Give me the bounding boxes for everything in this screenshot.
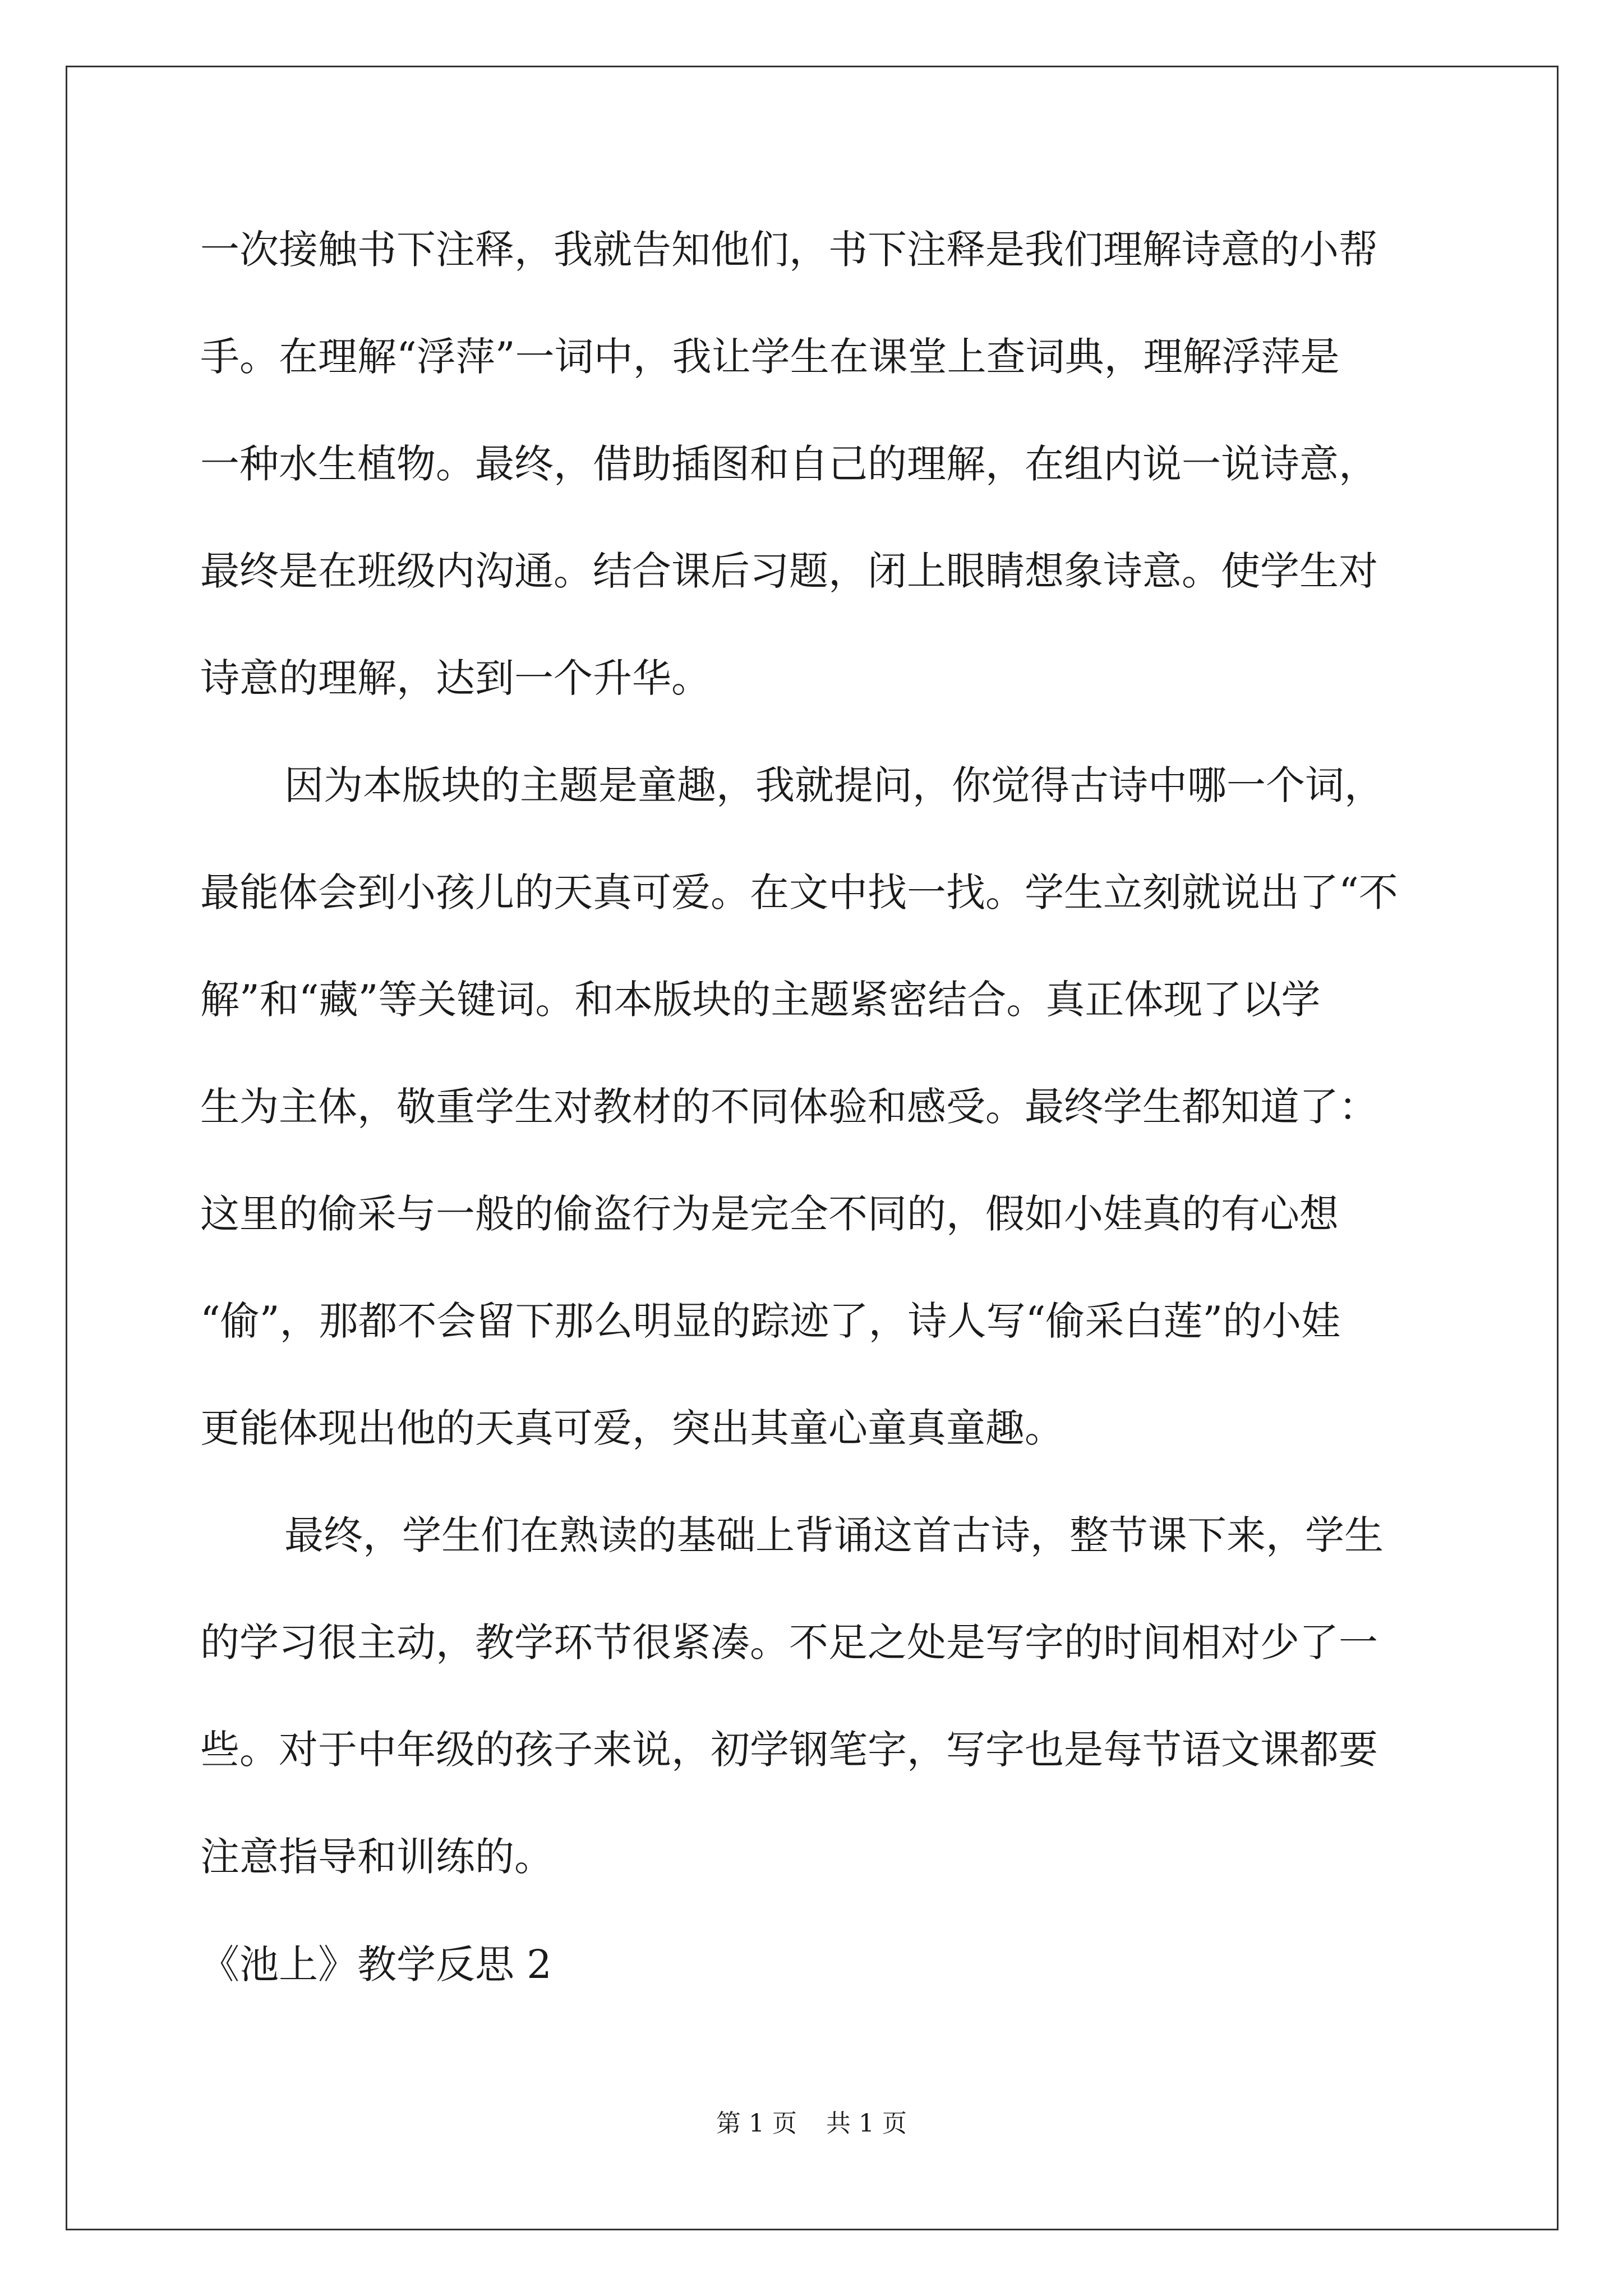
text-line: 生为主体，敬重学生对教材的不同体验和感受。最终学生都知道了：: [200, 1084, 1378, 1130]
text-line: 些。对于中年级的孩子来说，初学钢笔字，写字也是每节语文课都要: [200, 1727, 1378, 1773]
text-line: 更能体现出他的天真可爱，突出其童心童真童趣。: [200, 1405, 1064, 1451]
page-total: 共 1 页: [826, 2109, 907, 2138]
text-line: “偷”，那都不会留下那么明显的踪迹了，诗人写“偷采白莲”的小娃: [200, 1298, 1341, 1344]
section-heading: 《池上》教学反思 2: [200, 1941, 552, 1987]
text-line: 一次接触书下注释，我就告知他们，书下注释是我们理解诗意的小帮: [200, 227, 1378, 273]
text-line: 解”和“藏”等关键词。和本版块的主题紧密结合。真正体现了以学: [200, 977, 1321, 1023]
text-line: 一种水生植物。最终，借助插图和自己的理解，在组内说一说诗意，: [200, 441, 1378, 487]
text-line: 最终是在班级内沟通。结合课后习题，闭上眼睛想象诗意。使学生对: [200, 548, 1378, 594]
text-line: 手。在理解“浮萍”一词中，我让学生在课堂上查词典，理解浮萍是: [200, 334, 1340, 380]
text-line: 这里的偷采与一般的偷盗行为是完全不同的，假如小娃真的有心想: [200, 1191, 1339, 1237]
page-number: 第 1 页: [716, 2109, 797, 2138]
text-line: 诗意的理解，达到一个升华。: [200, 655, 711, 701]
document-body: [200, 216, 1423, 1930]
text-line: 的学习很主动，教学环节很紧凑。不足之处是写字的时间相对少了一: [200, 1619, 1378, 1665]
text-line: 注意指导和训练的。: [200, 1834, 554, 1880]
page-footer: [0, 2107, 1623, 2141]
text-line: 最能体会到小孩儿的天真可爱。在文中找一找。学生立刻就说出了“不: [200, 869, 1398, 915]
paragraph-start-line: 最终，学生们在熟读的基础上背诵这首古诗，整节课下来，学生: [284, 1512, 1384, 1558]
paragraph-start-line: 因为本版块的主题是童趣，我就提问，你觉得古诗中哪一个词，: [284, 762, 1384, 808]
